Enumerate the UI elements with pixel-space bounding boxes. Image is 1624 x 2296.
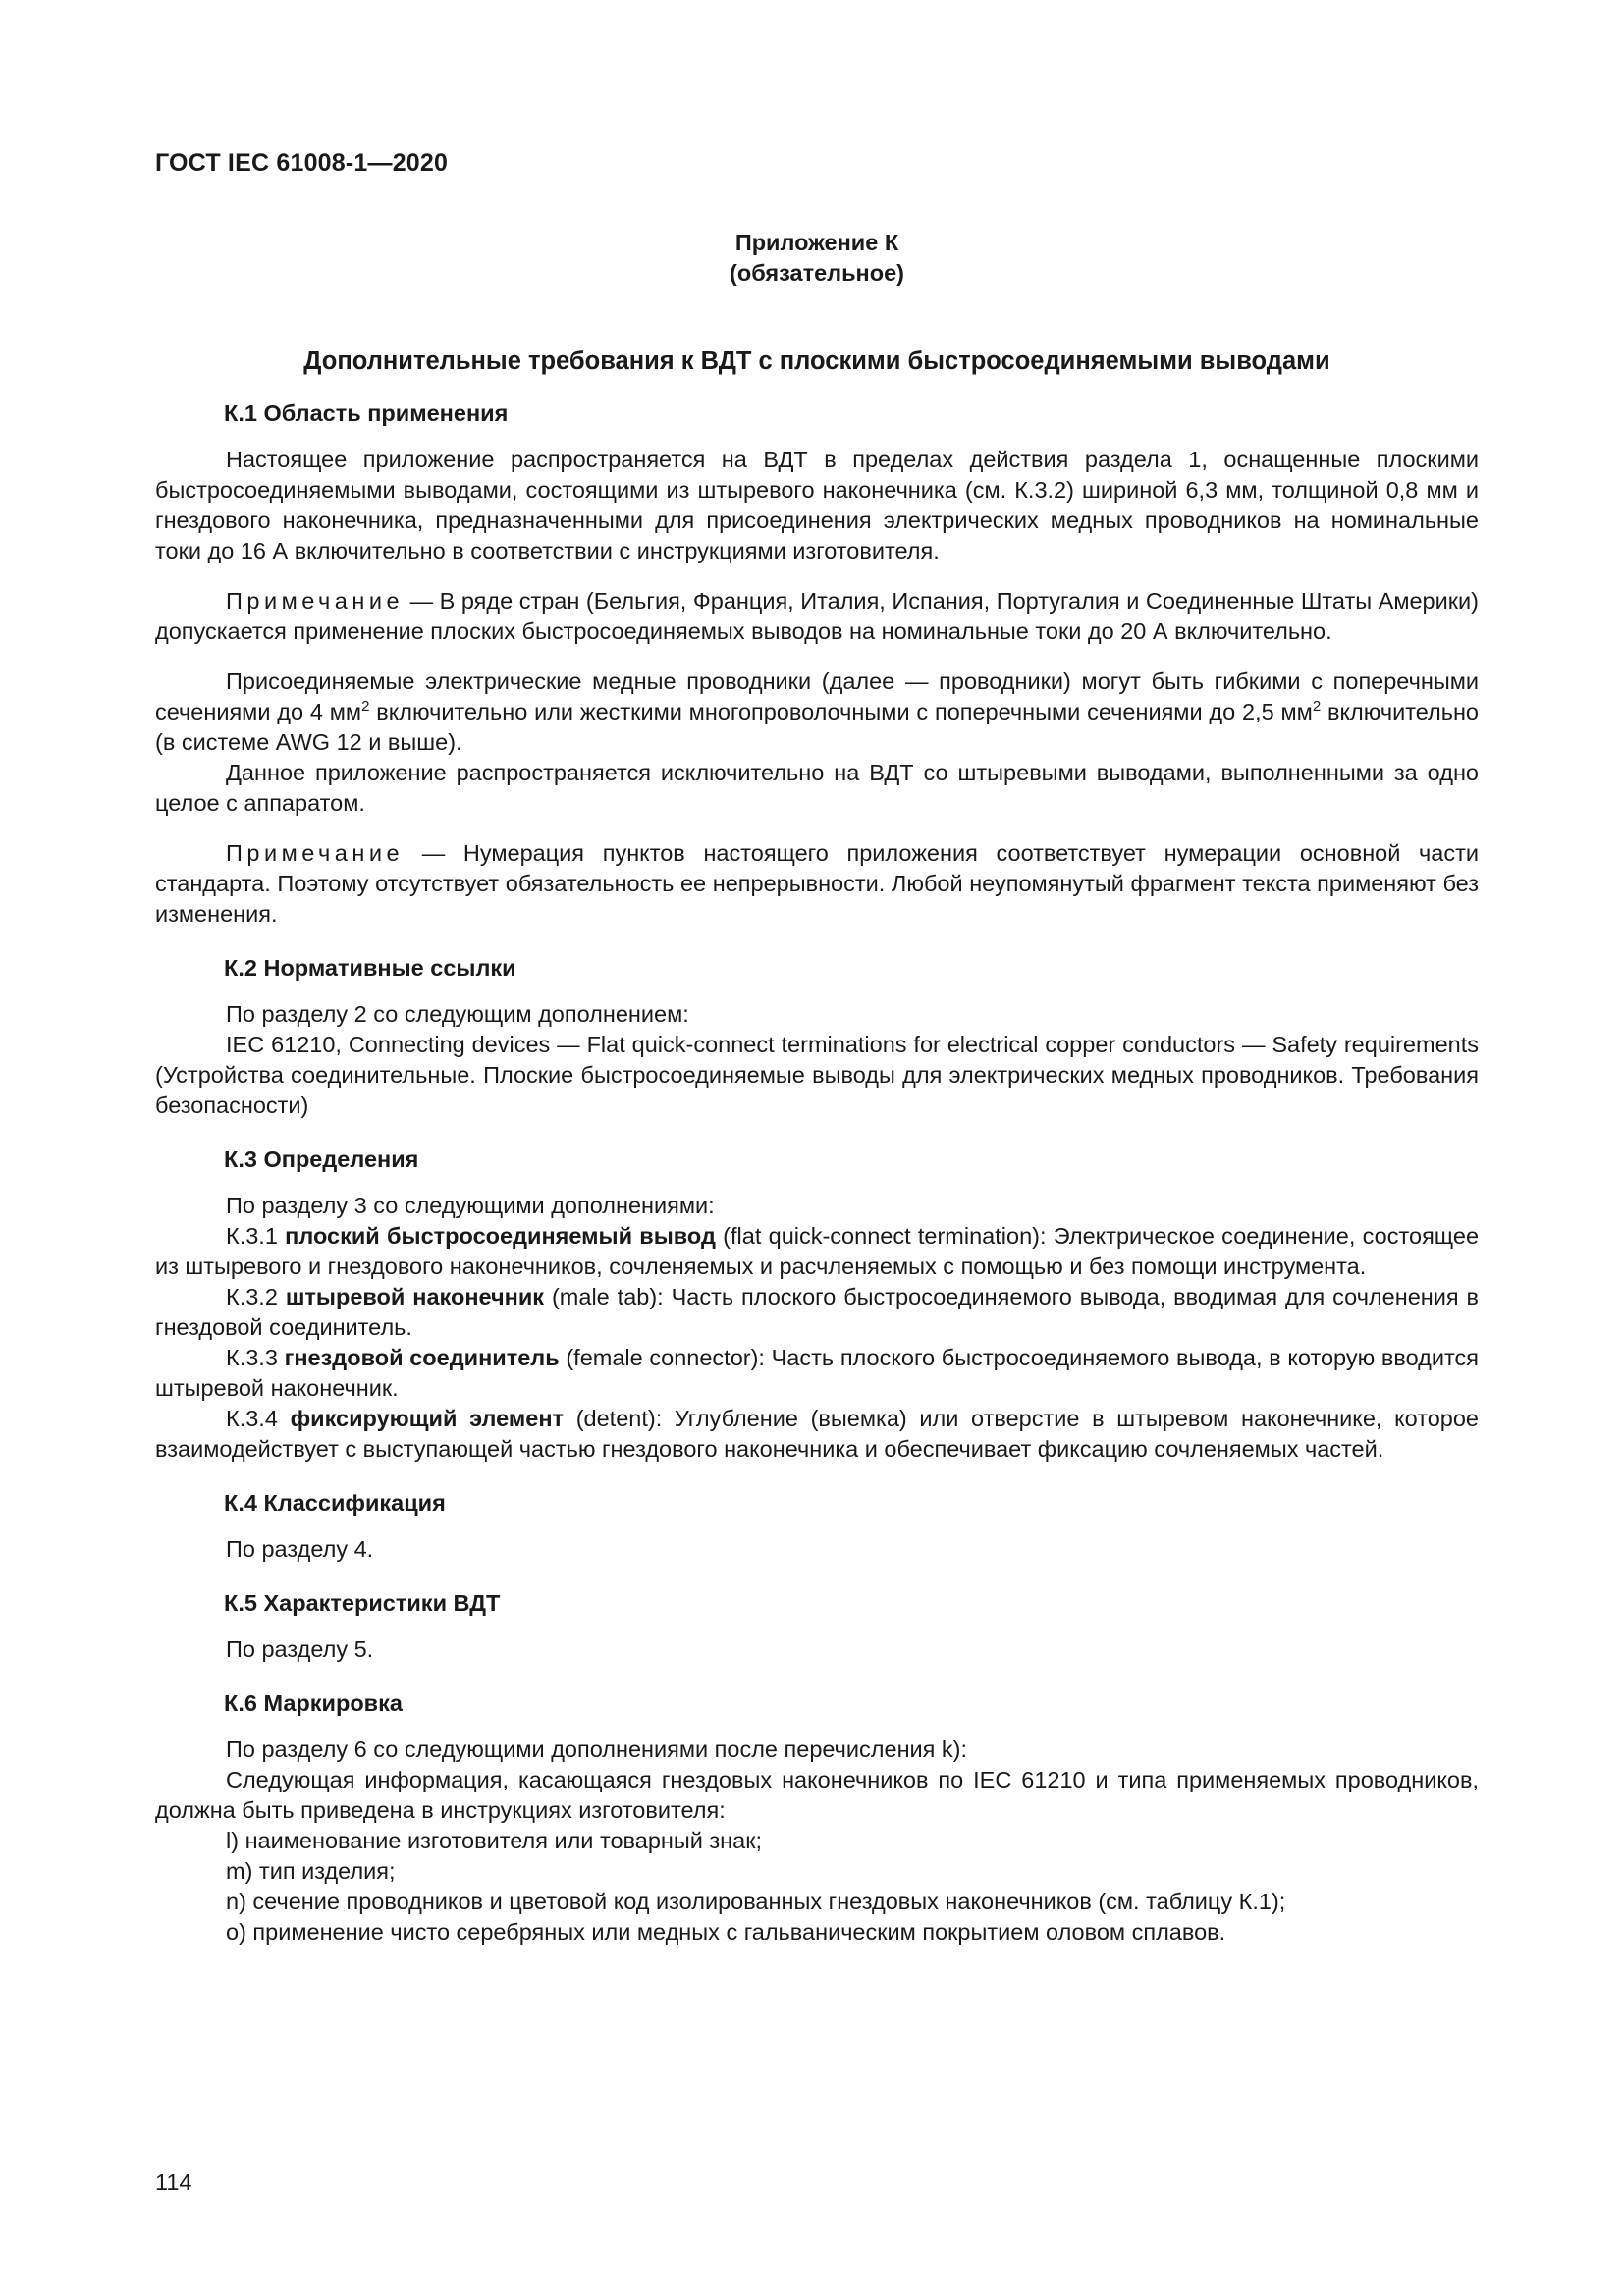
section-title-k4: К.4 Классификация	[224, 1490, 446, 1516]
definition-number: К.3.4	[226, 1406, 291, 1431]
note-paragraph	[155, 586, 1479, 647]
list-item: o) применение чисто серебряных или медных с гальваническим покрытием оловом сплавов.	[226, 1919, 1226, 1945]
document-body	[155, 228, 1479, 1948]
paragraph: Настоящее приложение распространяется на ВДТ в пределах действия раздела 1, оснащенные плоскими быстросоединяемыми выводами, состоящими из штыревого наконечника (см. К.3.2) шириной 6,3 мм, толщиной 0,8 мм и гнездового наконечника, предназначенными для присоединения электрических медных проводников на номинальные токи до 16 А включительно в соответствии с инструкциями изготовителя.	[155, 447, 1479, 563]
definition-term: штыревой наконечник	[285, 1284, 545, 1309]
note-paragraph	[155, 838, 1479, 930]
paragraph: Следующая информация, касающаяся гнездовых наконечников по IEC 61210 и типа применяемых проводников, должна быть приведена в инструкциях изготовителя:	[155, 1767, 1479, 1823]
definition-text: (male tab): Часть плоского быстросоединяемого вывода, вводимая для сочленения в гнездовой соединитель.	[155, 1284, 1479, 1340]
definition-number: К.3.3	[226, 1345, 285, 1370]
definition-text: (female connector): Часть плоского быстросоединяемого вывода, в которую вводится штыревой наконечник.	[155, 1345, 1479, 1401]
document-code-header: ГОСТ IEC 61008-1—2020	[155, 149, 449, 177]
list-item: l) наименование изготовителя или товарный знак;	[226, 1828, 763, 1853]
superscript: 2	[1312, 698, 1322, 716]
definition-text: (flat quick-connect termination): Электрическое соединение, состоящее из штыревого и гнездового наконечников, сочленяемых и расчленяемых с помощью и без помощи инструмента.	[155, 1223, 1480, 1279]
definition-text: (detent): Углубление (выемка) или отверстие в штыревом наконечнике, которое взаимодействует с выступающей частью гнездового наконечника и обеспечивает фиксацию сочленяемых частей.	[155, 1406, 1479, 1462]
definition-term: гнездовой соединитель	[284, 1345, 560, 1370]
paragraph: Данное приложение распространяется исключительно на ВДТ со штыревыми выводами, выполненными за одно целое с аппаратом.	[155, 760, 1479, 816]
definition-number: К.3.2	[226, 1284, 286, 1309]
note-label: Примечание	[226, 588, 405, 614]
paragraph: По разделу 2 со следующим дополнением:	[226, 1001, 689, 1027]
definition-term: плоский быстросоединяемый вывод	[285, 1223, 716, 1249]
paragraph: По разделу 6 со следующими дополнениями после перечисления k):	[226, 1736, 968, 1762]
section-title-k6: К.6 Маркировка	[224, 1690, 403, 1716]
definition-term: фиксирующий элемент	[290, 1406, 565, 1431]
note-text: — Нумерация пунктов настоящего приложения соответствует нумерации основной части стандарта. Поэтому отсутствует обязательность ее непрерывности. Любой неупомянутый фрагмент текста применяют без изменения.	[155, 840, 1479, 927]
text-run: Присоединяемые электрические медные проводники (далее — проводники) могут быть гибкими с поперечными сечениями до 4 мм	[155, 668, 1479, 724]
section-title-k1: К.1 Область применения	[224, 400, 509, 426]
annex-subtitle: (обязательное)	[730, 260, 904, 286]
paragraph: По разделу 3 со следующими дополнениями:	[226, 1193, 715, 1218]
section-title-k2: К.2 Нормативные ссылки	[224, 955, 516, 981]
section-title-k3: К.3 Определения	[224, 1147, 419, 1172]
superscript: 2	[361, 698, 370, 716]
paragraph: По разделу 5.	[226, 1636, 374, 1662]
note-label: Примечание	[226, 840, 405, 866]
annex-title: Приложение К	[734, 230, 899, 255]
definition-k3-2	[155, 1282, 1479, 1343]
list-item: m) тип изделия;	[226, 1858, 396, 1884]
definition-k3-3	[155, 1343, 1479, 1404]
section-title-k5: К.5 Характеристики ВДТ	[224, 1590, 501, 1616]
paragraph: IEC 61210, Connecting devices — Flat quick-connect terminations for electrical copper conductors — Safety requirements (Устройства соединительные. Плоские быстросоединяемые выводы для электрических медных проводников. Требования безопасности)	[155, 1032, 1479, 1118]
text-run: включительно (в системе AWG 12 и выше).	[155, 699, 1480, 755]
definition-k3-1	[155, 1221, 1479, 1282]
list-item: n) сечение проводников и цветовой код изолированных гнездовых наконечников (см. таблицу К.1);	[226, 1889, 1286, 1914]
paragraph	[155, 667, 1479, 758]
note-text: — В ряде стран (Бельгия, Франция, Италия, Испания, Португалия и Соединенные Штаты Америки) допускается применение плоских быстросоединяемых выводов на номинальные токи до 20 А включительно.	[155, 588, 1479, 644]
text-run: включительно или жесткими многопроволочными с поперечными сечениями до 2,5 мм	[369, 699, 1313, 724]
paragraph: По разделу 4.	[226, 1536, 374, 1562]
definition-number: К.3.1	[226, 1223, 286, 1249]
page-number: 114	[155, 2169, 192, 2195]
annex-main-title: Дополнительные требования к ВДТ с плоскими быстросоединяемыми выводами	[303, 347, 1330, 375]
definition-k3-4	[155, 1404, 1479, 1465]
